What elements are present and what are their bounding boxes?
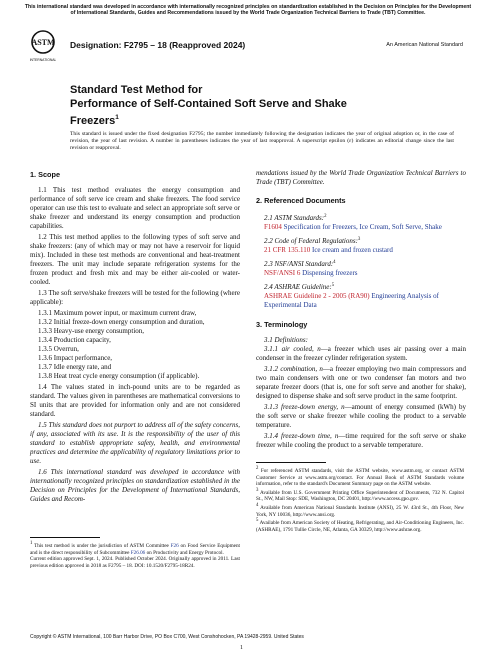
svg-text:ASTM: ASTM	[31, 38, 55, 47]
footnote-rule-right	[256, 462, 326, 463]
ref-code[interactable]: F1604	[264, 223, 282, 231]
section-heading-scope: 1. Scope	[30, 170, 61, 179]
scope-item: 1.3.8 Heat treat cycle energy consumption (if applicable).	[38, 372, 200, 380]
term-freeze-down-time: 3.1.4 freeze-down time, n—time required for the soft serve or shake freezer while cooling the product to a servable temperature.	[256, 432, 466, 449]
scope-paragraph-1-6: 1.6 This international standard was developed in accordance with internationally recognized principles on standardization established in the Decision on Principles for the Development of International Standards, Guides and Recom-	[30, 468, 240, 503]
american-national-standard-label: An American National Standard	[386, 42, 463, 48]
ref-title[interactable]: Dispensing freezers	[302, 269, 358, 277]
footnote-1-edition: Current edition approved Sept. 1, 2024. Published October 2024. Originally approved in 2011. Last previous edition approved in 2018 as F2795 – 18. DOI: 10.1520/F2795-18R24.	[30, 556, 240, 569]
astm-logo-icon	[30, 30, 56, 64]
footnote-5: $^5$ Available from American Society of Heating, Refrigerating, and Air-Conditioning Engineers, Inc. (ASHRAE), 1791 Tullie Circle, NE, Atlanta, GA 30329, http://www.ashrae.org.	[256, 518, 464, 533]
ref-heading-ashrae: 2.4 ASHRAE Guideline:$^5$	[264, 283, 335, 291]
document-title	[70, 84, 460, 129]
ref-ashrae-guideline-2[interactable]	[256, 292, 466, 310]
term-combination: 3.1.2 combination, n—a freezer employing two main compressors and two main condensers with one or two condenser fan motors and two separate freezer doors (that is, one for soft serve and another for shake), designed to dispense shake and soft serve product in the same footprint.	[256, 365, 466, 400]
footnotes-right	[256, 466, 464, 533]
footnote-rule-left	[30, 537, 100, 538]
section-heading-terminology: 3. Terminology	[256, 320, 308, 329]
left-column	[30, 170, 240, 506]
definitions-heading: 3.1 Definitions:	[264, 336, 308, 344]
scope-item: 1.3.6 Impact performance,	[38, 354, 113, 362]
scope-item: 1.3.7 Idle energy rate, and	[38, 363, 112, 371]
scope-item: 1.3.3 Heavy-use energy consumption,	[38, 327, 145, 335]
title-line-2: Performance of Self-Contained Soft Serve and Shake	[70, 97, 347, 110]
ref-21-cfr[interactable]	[256, 246, 466, 255]
term-freeze-down-energy: 3.1.3 freeze-down energy, n—amount of energy consumed (kWh) by the soft serve or shake freezer while cooling the product to a servable temperature.	[256, 403, 466, 429]
title-line-3: Freezers$^1$	[70, 114, 119, 127]
right-column	[256, 170, 466, 452]
scope-paragraph-1-1: 1.1 This test method evaluates the energy consumption and performance of soft serve ice cream and shake freezers. The food service operator can use this test to evaluate and select an appropriate soft serve or shake freezer and understand its energy consumption and production capabilities.	[30, 186, 240, 230]
footnote-2: $^2$ For referenced ASTM standards, visit the ASTM website, www.astm.org, or contact ASTM Customer Service at www.astm.org/contact. For Annual Book of ASTM Standards volume information, refer to the standard's Document Summary page on the ASTM website.	[256, 466, 465, 488]
copyright-notice: Copyright © ASTM International, 100 Barr Harbor Drive, PO Box C700, West Conshohocken, PA 19428-2959. United States	[30, 634, 304, 640]
scope-item: 1.3.5 Overrun,	[38, 345, 79, 353]
development-note: This international standard was developed in accordance with internationally recognized principles on standardization established in the Decision on Principles for the Development of International Standards, Guides and Recommendations issued by the World Trade Organization Technical Barriers to Trade (TBT) Committee.	[24, 4, 472, 17]
footnote-3: $^3$ Available from U.S. Government Printing Office Superintendent of Documents, 732 N. Capitol St., NW, Mail Stop: SDE, Washington, DC 20401, http://www.access.gpo.gov.	[256, 487, 465, 503]
scope-item: 1.3.2 Initial freeze-down energy consumption and duration,	[38, 318, 205, 326]
scope-paragraph-1-3: 1.3 The soft serve/shake freezers will be tested for the following (where applicable):	[30, 289, 240, 306]
term-air-cooled: 3.1.1 air cooled, n—a freezer which uses air passing over a main condenser in the freezer cylinder refrigeration system.	[256, 345, 466, 362]
ref-title[interactable]: Specification for Freezers, Ice Cream, Soft Serve, Shake	[283, 223, 442, 231]
designation: Designation: F2795 – 18 (Reapproved 2024)	[70, 40, 246, 50]
ref-code[interactable]: NSF/ANSI 6	[264, 269, 301, 277]
ref-title[interactable]: Engineering Analysis of Experimental Data	[264, 292, 439, 309]
committee-f26-link[interactable]: F26	[170, 543, 179, 549]
ref-heading-cfr: 2.2 Code of Federal Regulations:$^3$	[264, 237, 361, 245]
title-footnote-mark: 1	[115, 114, 119, 121]
ref-nsf-ansi-6[interactable]	[256, 269, 466, 278]
scope-paragraph-1-2: 1.2 This test method applies to the following types of soft serve and shake freezers: (any of which may or may not have a reservoir for liquid mix). Included in these test methods are conventional and heat-treatment freezers. The unit may include separate refrigeration systems for the frozen product and fresh mix and may be either air-cooled or water-cooled.	[30, 233, 240, 286]
ref-code[interactable]: 21 CFR 135.110	[264, 246, 311, 254]
scope-item: 1.3.4 Production capacity,	[38, 336, 111, 344]
footnote-1: $^1$ This test method is under the jurisdiction of ASTM Committee F26 on Food Service Equipment and is the direct responsibility of Subcommittee F26.06 on Productivity and Energy Protocol. Current edition approved Sept. 1, 2024. Published October 2024. Originally approved in 2011. Last previous edition approved in 2018 as F2795 – 18. DOI: 10.1520/F2795-18R24.	[30, 541, 240, 569]
ref-code[interactable]: ASHRAE Guideline 2 - 2005 (RA90)	[264, 292, 370, 300]
ref-title[interactable]: Ice cream and frozen custard	[311, 246, 393, 254]
svg-text:INTERNATIONAL: INTERNATIONAL	[30, 58, 56, 62]
issue-note: This standard is issued under the fixed designation F2795; the number immediately following the designation indicates the year of original adoption or, in the case of revision, the year of last revision. A number in parentheses indicates the year of last reapproval. A superscript epsilon (ε) indicates an editorial change since the last revision or reapproval.	[70, 131, 454, 152]
subcommittee-f26-06-link[interactable]: F26.06	[130, 549, 146, 556]
page-number: 1	[240, 645, 243, 651]
title-line-1: Standard Test Method for	[70, 84, 203, 96]
footnote-4: $^4$ Available from American National Standards Institute (ANSI), 25 W. 43rd St., 4th Floor, New York, NY 10036, http://www.ansi.org.	[256, 502, 465, 518]
scope-item: 1.3.1 Maximum power input, or maximum current draw,	[38, 309, 197, 317]
ref-f1604[interactable]	[256, 223, 466, 232]
scope-paragraph-1-6-continued: mendations issued by the World Trade Organization Technical Barriers to Trade (TBT) Committee.	[256, 169, 466, 186]
ref-heading-astm: 2.1 ASTM Standards:$^2$	[264, 214, 327, 222]
scope-paragraph-1-4: 1.4 The values stated in inch-pound units are to be regarded as standard. The values given in parentheses are mathematical conversions to SI units that are provided for information only and are not considered standard.	[30, 383, 240, 418]
scope-paragraph-1-5: 1.5 This standard does not purport to address all of the safety concerns, if any, associated with its use. It is the responsibility of the user of this standard to establish appropriate safety, health, and environmental practices and determine the applicability of regulatory limitations prior to use.	[30, 421, 240, 465]
section-heading-referenced-documents: 2. Referenced Documents	[256, 196, 346, 205]
ref-heading-nsf: 2.3 NSF/ANSI Standard:$^4$	[264, 260, 336, 268]
